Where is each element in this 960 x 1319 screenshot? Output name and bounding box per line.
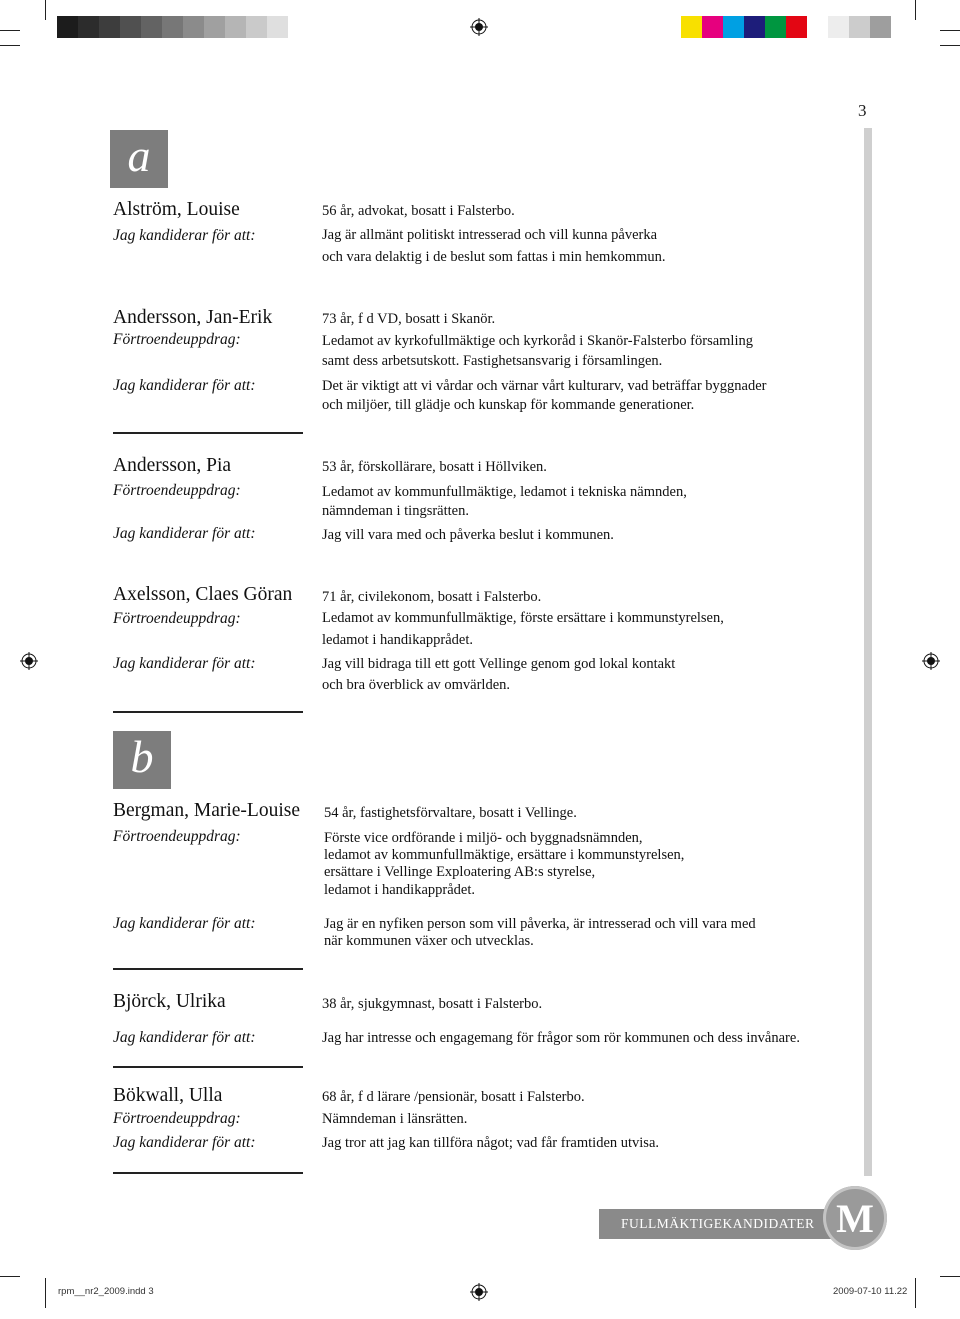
fortroende-text: ledamot i handikapprådet. (324, 882, 475, 898)
kandiderar-text: och miljöer, till glädje och kunskap för kommande generationer. (322, 397, 695, 413)
divider (113, 1066, 303, 1068)
crop-mark (0, 45, 20, 46)
color-swatch (702, 16, 723, 38)
kandiderar-text: och bra överblick av omvärlden. (322, 677, 511, 693)
gray-swatch (99, 16, 120, 38)
date-slug: 2009-07-10 11.22 (833, 1286, 908, 1297)
gray-swatch (183, 16, 204, 38)
kandiderar-label: Jag kandiderar för att: (113, 915, 256, 932)
fortroende-text: Nämndeman i länsrätten. (322, 1111, 468, 1127)
gray-swatch (57, 16, 78, 38)
section-tag: FULLMÄKTIGEKANDIDATER (599, 1209, 849, 1239)
candidate-info: 38 år, sjukgymnast, bosatt i Falsterbo. (322, 996, 543, 1012)
fortroende-text: samt dess arbetsutskott. Fastighetsansvarig i församlingen. (322, 353, 663, 369)
section-letter-a: a (110, 130, 168, 188)
divider (113, 968, 303, 970)
gray-swatch (120, 16, 141, 38)
kandiderar-text: Jag vill vara med och påverka beslut i kommunen. (322, 527, 614, 543)
registration-mark-icon (470, 1283, 488, 1301)
logo-mark-icon (823, 1186, 887, 1250)
gray-swatch (246, 16, 267, 38)
crop-mark (915, 0, 916, 20)
gray-swatch (204, 16, 225, 38)
fortroende-text: Ledamot av kyrkofullmäktige och kyrkoråd i Skanör-Falsterbo församling (322, 333, 753, 349)
fortroende-text: nämndeman i tingsrätten. (322, 503, 469, 519)
color-swatch (681, 16, 702, 38)
fortroende-text: ersättare i Vellinge Exploatering AB:s styrelse, (324, 864, 596, 880)
kandiderar-label: Jag kandiderar för att: (113, 227, 256, 244)
kandiderar-text: Jag är allmänt politiskt intresserad och vill kunna påverka (322, 227, 658, 243)
page-number: 3 (858, 101, 867, 120)
crop-mark (45, 0, 46, 20)
fortroende-text: Förste vice ordförande i miljö- och byggnadsnämnden, (324, 830, 643, 846)
fortroende-label: Förtroendeuppdrag: (113, 331, 241, 348)
gray-swatch (141, 16, 162, 38)
fortroende-text: Ledamot av kommunfullmäktige, ledamot i tekniska nämnden, (322, 484, 687, 500)
crop-mark (0, 30, 20, 31)
candidate-info: 68 år, f d lärare /pensionär, bosatt i Falsterbo. (322, 1089, 585, 1105)
crop-mark (915, 1278, 916, 1308)
gray-color-bar (57, 16, 288, 38)
candidate-info: 56 år, advokat, bosatt i Falsterbo. (322, 203, 515, 219)
sidebar-stripe (864, 128, 872, 1176)
kandiderar-text: Jag vill bidraga till ett gott Vellinge genom god lokal kontakt (322, 656, 676, 672)
color-swatch (786, 16, 807, 38)
fortroende-label: Förtroendeuppdrag: (113, 1110, 241, 1127)
kandiderar-label: Jag kandiderar för att: (113, 1134, 256, 1151)
divider (113, 1172, 303, 1174)
candidate-name: Andersson, Jan-Erik (113, 307, 273, 328)
candidate-name: Axelsson, Claes Göran (113, 584, 293, 605)
fortroende-label: Förtroendeuppdrag: (113, 828, 241, 845)
registration-mark-icon (20, 652, 38, 670)
kandiderar-label: Jag kandiderar för att: (113, 655, 256, 672)
kandiderar-text: Det är viktigt att vi vårdar och värnar vårt kulturarv, vad beträffar byggnader (322, 378, 767, 394)
kandiderar-label: Jag kandiderar för att: (113, 525, 256, 542)
crop-mark (940, 30, 960, 31)
candidate-name: Björck, Ulrika (113, 991, 226, 1012)
color-swatch (723, 16, 744, 38)
kandiderar-text: och vara delaktig i de beslut som fattas i min hemkommun. (322, 249, 666, 265)
kandiderar-text: Jag är en nyfiken person som vill påverka, är intresserad och vill vara med (324, 916, 756, 932)
section-letter-b: b (113, 731, 171, 789)
color-swatch (828, 16, 849, 38)
crop-mark (0, 1276, 20, 1277)
candidate-info: 73 år, f d VD, bosatt i Skanör. (322, 311, 496, 327)
crop-mark (940, 1276, 960, 1277)
logo-letter: M (836, 1196, 874, 1241)
divider (113, 711, 303, 713)
color-swatch (807, 16, 828, 38)
kandiderar-label: Jag kandiderar för att: (113, 377, 256, 394)
fortroende-text: ledamot av kommunfullmäktige, ersättare i kommunstyrelsen, (324, 847, 685, 863)
divider (113, 432, 303, 434)
file-slug: rpm__nr2_2009.indd 3 (58, 1286, 154, 1297)
fortroende-text: ledamot i handikapprådet. (322, 632, 473, 648)
candidate-name: Alström, Louise (113, 199, 240, 220)
kandiderar-label: Jag kandiderar för att: (113, 1029, 256, 1046)
fortroende-label: Förtroendeuppdrag: (113, 610, 241, 627)
gray-swatch (267, 16, 288, 38)
color-swatch (849, 16, 870, 38)
kandiderar-text: Jag har intresse och engagemang för frågor som rör kommunen och dess invånare. (322, 1030, 800, 1046)
candidate-info: 54 år, fastighetsförvaltare, bosatt i Vellinge. (324, 805, 577, 821)
gray-swatch (78, 16, 99, 38)
crop-mark (940, 45, 960, 46)
registration-mark-icon (470, 18, 488, 36)
candidate-name: Bökwall, Ulla (113, 1085, 223, 1106)
registration-mark-icon (922, 652, 940, 670)
gray-swatch (225, 16, 246, 38)
crop-mark (45, 1278, 46, 1308)
color-swatch (765, 16, 786, 38)
moderaterna-logo (823, 1186, 887, 1250)
candidate-info: 53 år, förskollärare, bosatt i Höllviken. (322, 459, 547, 475)
process-color-bar (681, 16, 891, 38)
fortroende-text: Ledamot av kommunfullmäktige, förste ersättare i kommunstyrelsen, (322, 610, 724, 626)
kandiderar-text: Jag tror att jag kan tillföra något; vad får framtiden utvisa. (322, 1135, 660, 1151)
candidate-name: Andersson, Pia (113, 455, 232, 476)
gray-swatch (162, 16, 183, 38)
candidate-name: Bergman, Marie-Louise (113, 800, 301, 821)
color-swatch (870, 16, 891, 38)
fortroende-label: Förtroendeuppdrag: (113, 482, 241, 499)
candidate-info: 71 år, civilekonom, bosatt i Falsterbo. (322, 589, 542, 605)
kandiderar-text: när kommunen växer och utvecklas. (324, 933, 534, 949)
color-swatch (744, 16, 765, 38)
